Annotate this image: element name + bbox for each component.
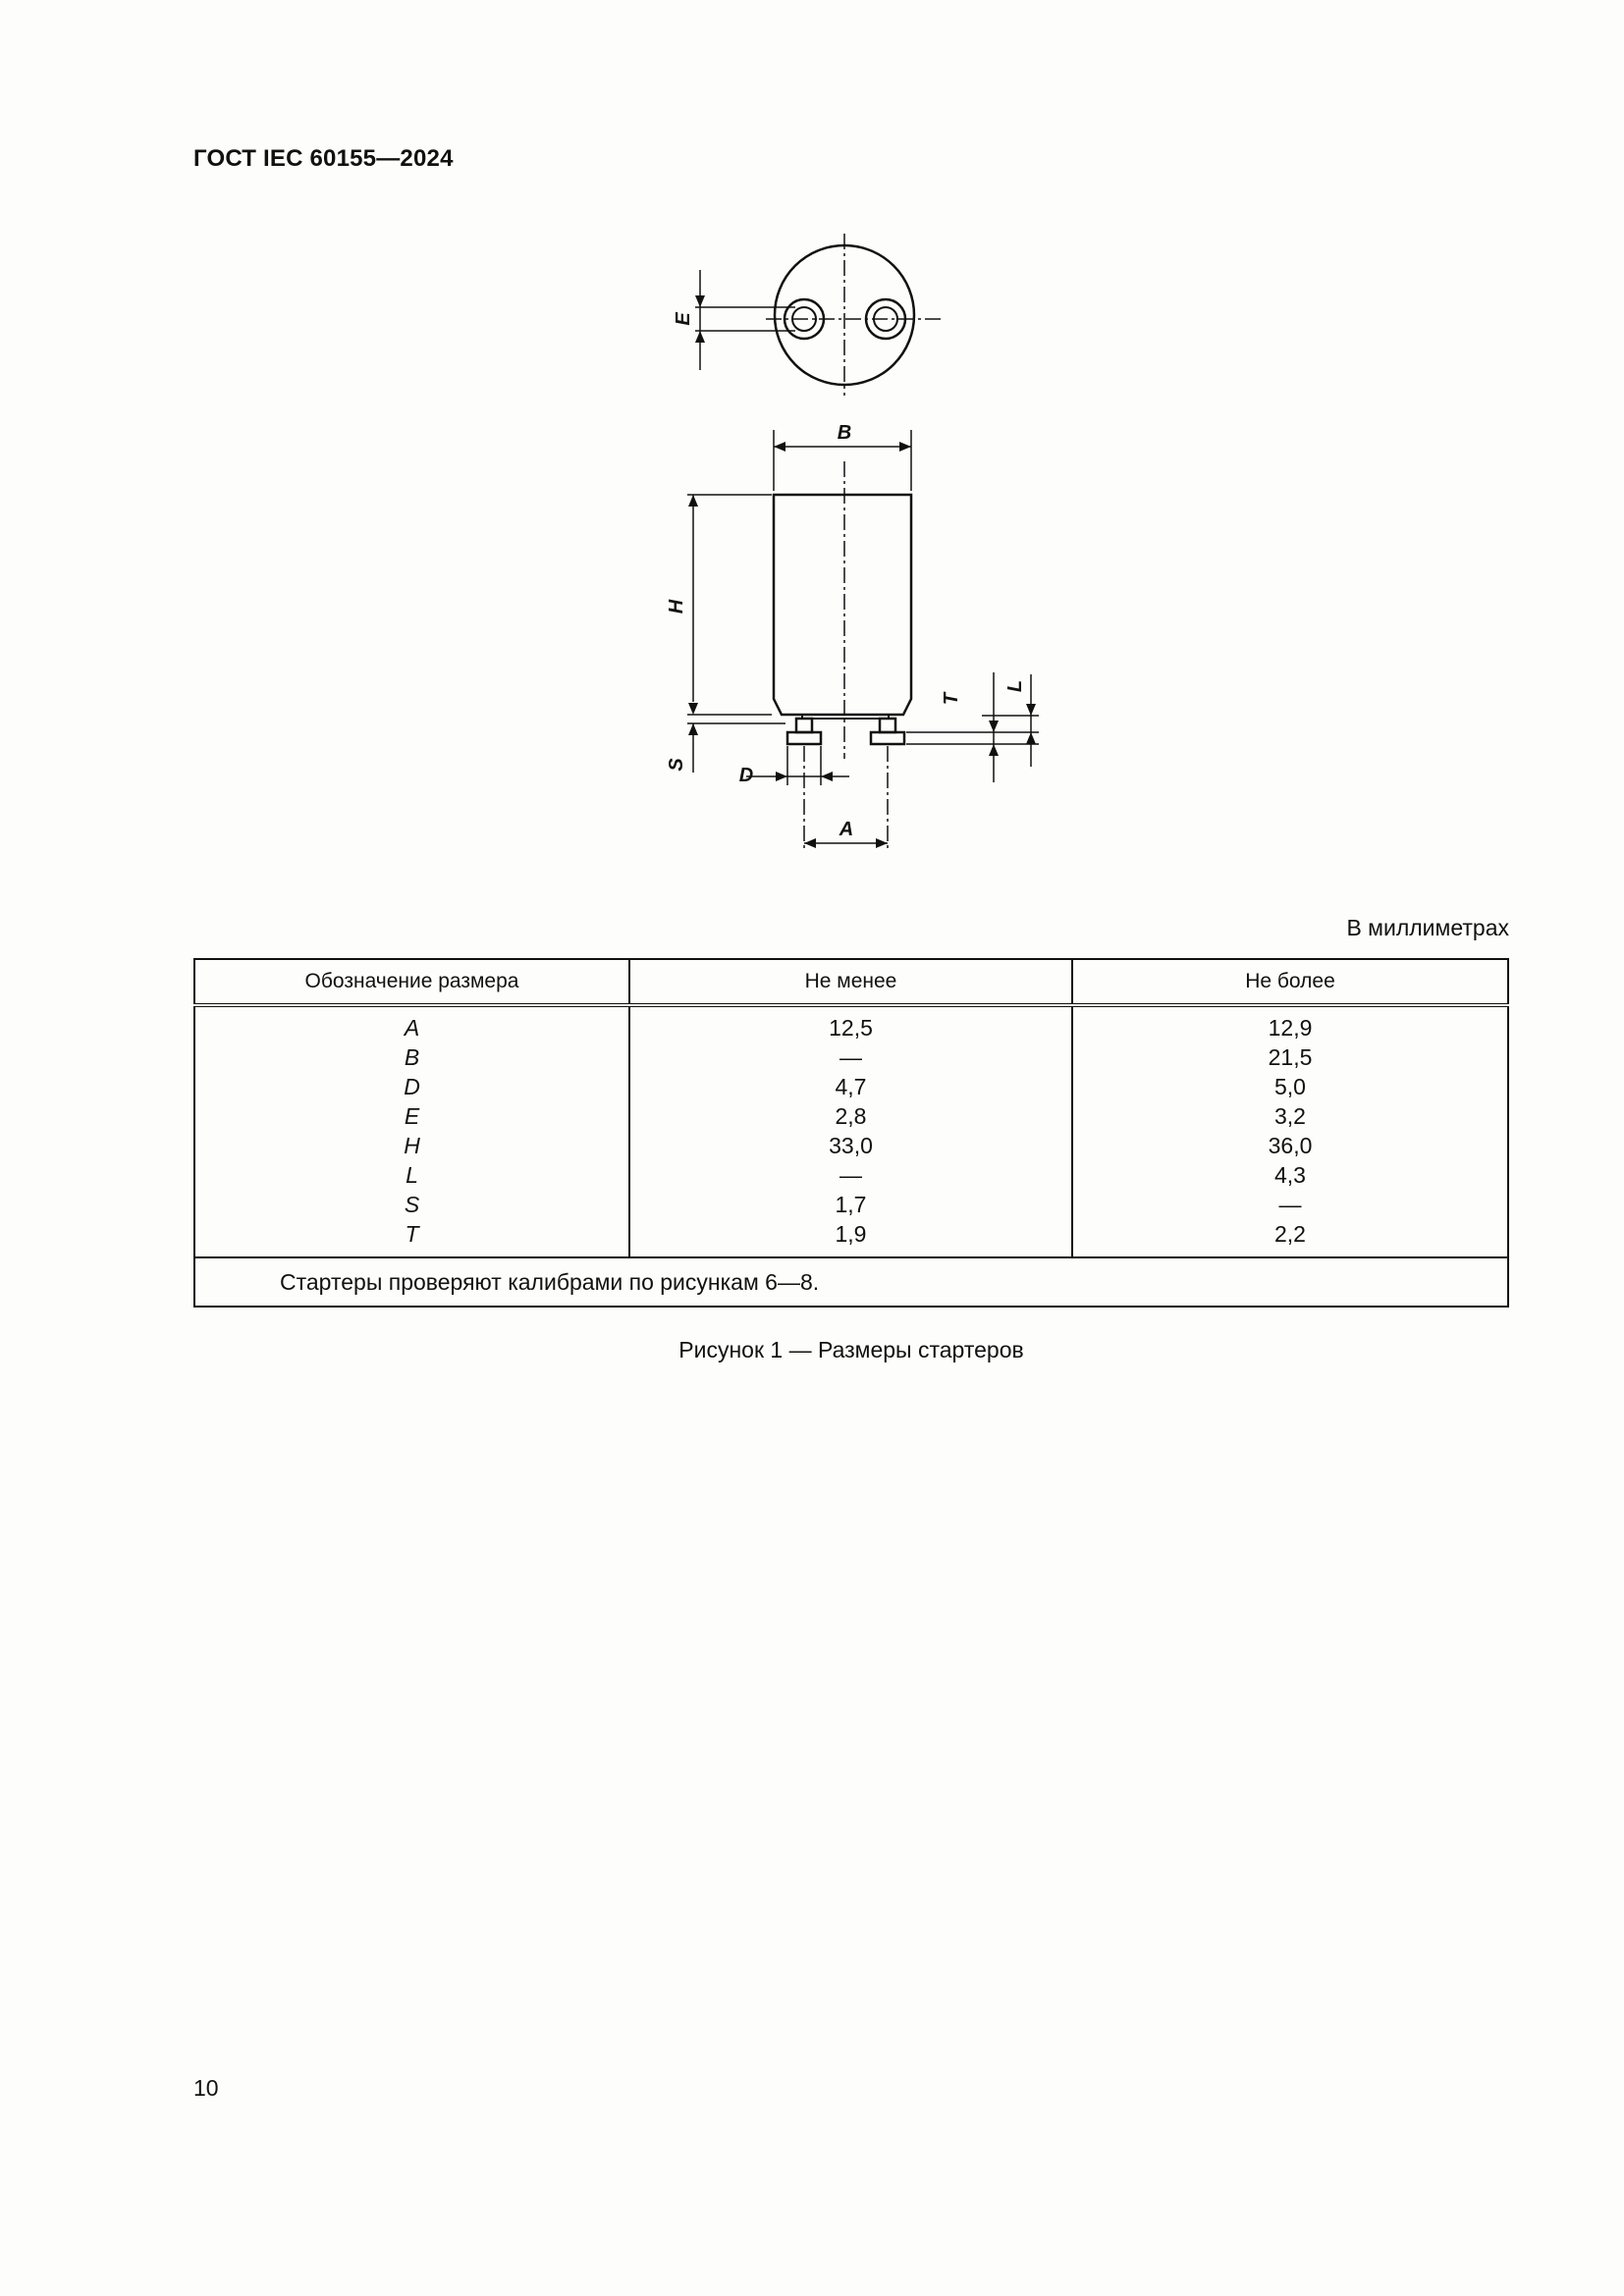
pin-right-stem	[880, 719, 895, 732]
dim-label-E: E	[673, 312, 694, 326]
dim-label-S: S	[666, 758, 687, 772]
dim-label-H: H	[666, 599, 687, 614]
dim-label-D: D	[738, 765, 754, 786]
column-header-designation: Обозначение размера	[194, 959, 629, 1005]
page-number: 10	[193, 2075, 219, 2101]
dim-label-L: L	[1004, 679, 1026, 693]
starter-dimension-drawing	[628, 221, 1080, 869]
min-value-cell: —	[839, 1162, 862, 1188]
min-value-cell: 4,7	[835, 1074, 867, 1099]
document-header: ГОСТ IEC 60155—2024	[193, 145, 454, 172]
symbol-cell: S	[404, 1192, 420, 1217]
symbol-cell: E	[404, 1103, 420, 1129]
pin-right-head	[871, 732, 904, 744]
max-value-cell: 21,5	[1268, 1044, 1313, 1070]
max-value-cell: 5,0	[1274, 1074, 1306, 1099]
figure-caption: Рисунок 1 — Размеры стартеров	[678, 1337, 1024, 1362]
column-symbols	[194, 1005, 629, 1257]
symbol-cell: T	[405, 1221, 419, 1247]
units-note: В миллиметрах	[1346, 915, 1509, 940]
min-value-cell: 2,8	[835, 1103, 867, 1129]
column-header-max: Не более	[1072, 959, 1508, 1005]
table-values-row	[194, 1005, 1508, 1257]
starter-body	[774, 495, 911, 715]
symbol-cell: A	[404, 1015, 420, 1041]
column-min-values	[629, 1005, 1072, 1257]
max-value-cell: 4,3	[1274, 1162, 1306, 1188]
table-header-row	[194, 959, 1508, 1005]
table-note-row	[194, 1257, 1508, 1307]
column-header-min: Не менее	[629, 959, 1072, 1005]
table-note: Стартеры проверяют калибрами по рисункам 6—8.	[194, 1257, 1508, 1307]
pin-left-head	[787, 732, 821, 744]
min-value-cell: 1,9	[835, 1221, 867, 1247]
dim-label-B: B	[837, 422, 852, 444]
pin-left-stem	[796, 719, 812, 732]
column-max-values	[1072, 1005, 1508, 1257]
max-value-cell: 2,2	[1274, 1221, 1306, 1247]
symbol-cell: H	[404, 1133, 420, 1158]
max-value-cell: 3,2	[1274, 1103, 1306, 1129]
symbol-cell: B	[404, 1044, 420, 1070]
min-value-cell: 12,5	[829, 1015, 873, 1041]
max-value-cell: 12,9	[1268, 1015, 1313, 1041]
dim-label-T: T	[941, 692, 962, 706]
dimensions-table	[193, 958, 1509, 1308]
dim-label-A: A	[839, 819, 854, 840]
symbol-cell: L	[406, 1162, 418, 1188]
symbol-cell: D	[404, 1074, 420, 1099]
min-value-cell: —	[839, 1044, 862, 1070]
min-value-cell: 1,7	[835, 1192, 867, 1217]
max-value-cell: —	[1278, 1192, 1302, 1217]
max-value-cell: 36,0	[1268, 1133, 1313, 1158]
min-value-cell: 33,0	[829, 1133, 873, 1158]
